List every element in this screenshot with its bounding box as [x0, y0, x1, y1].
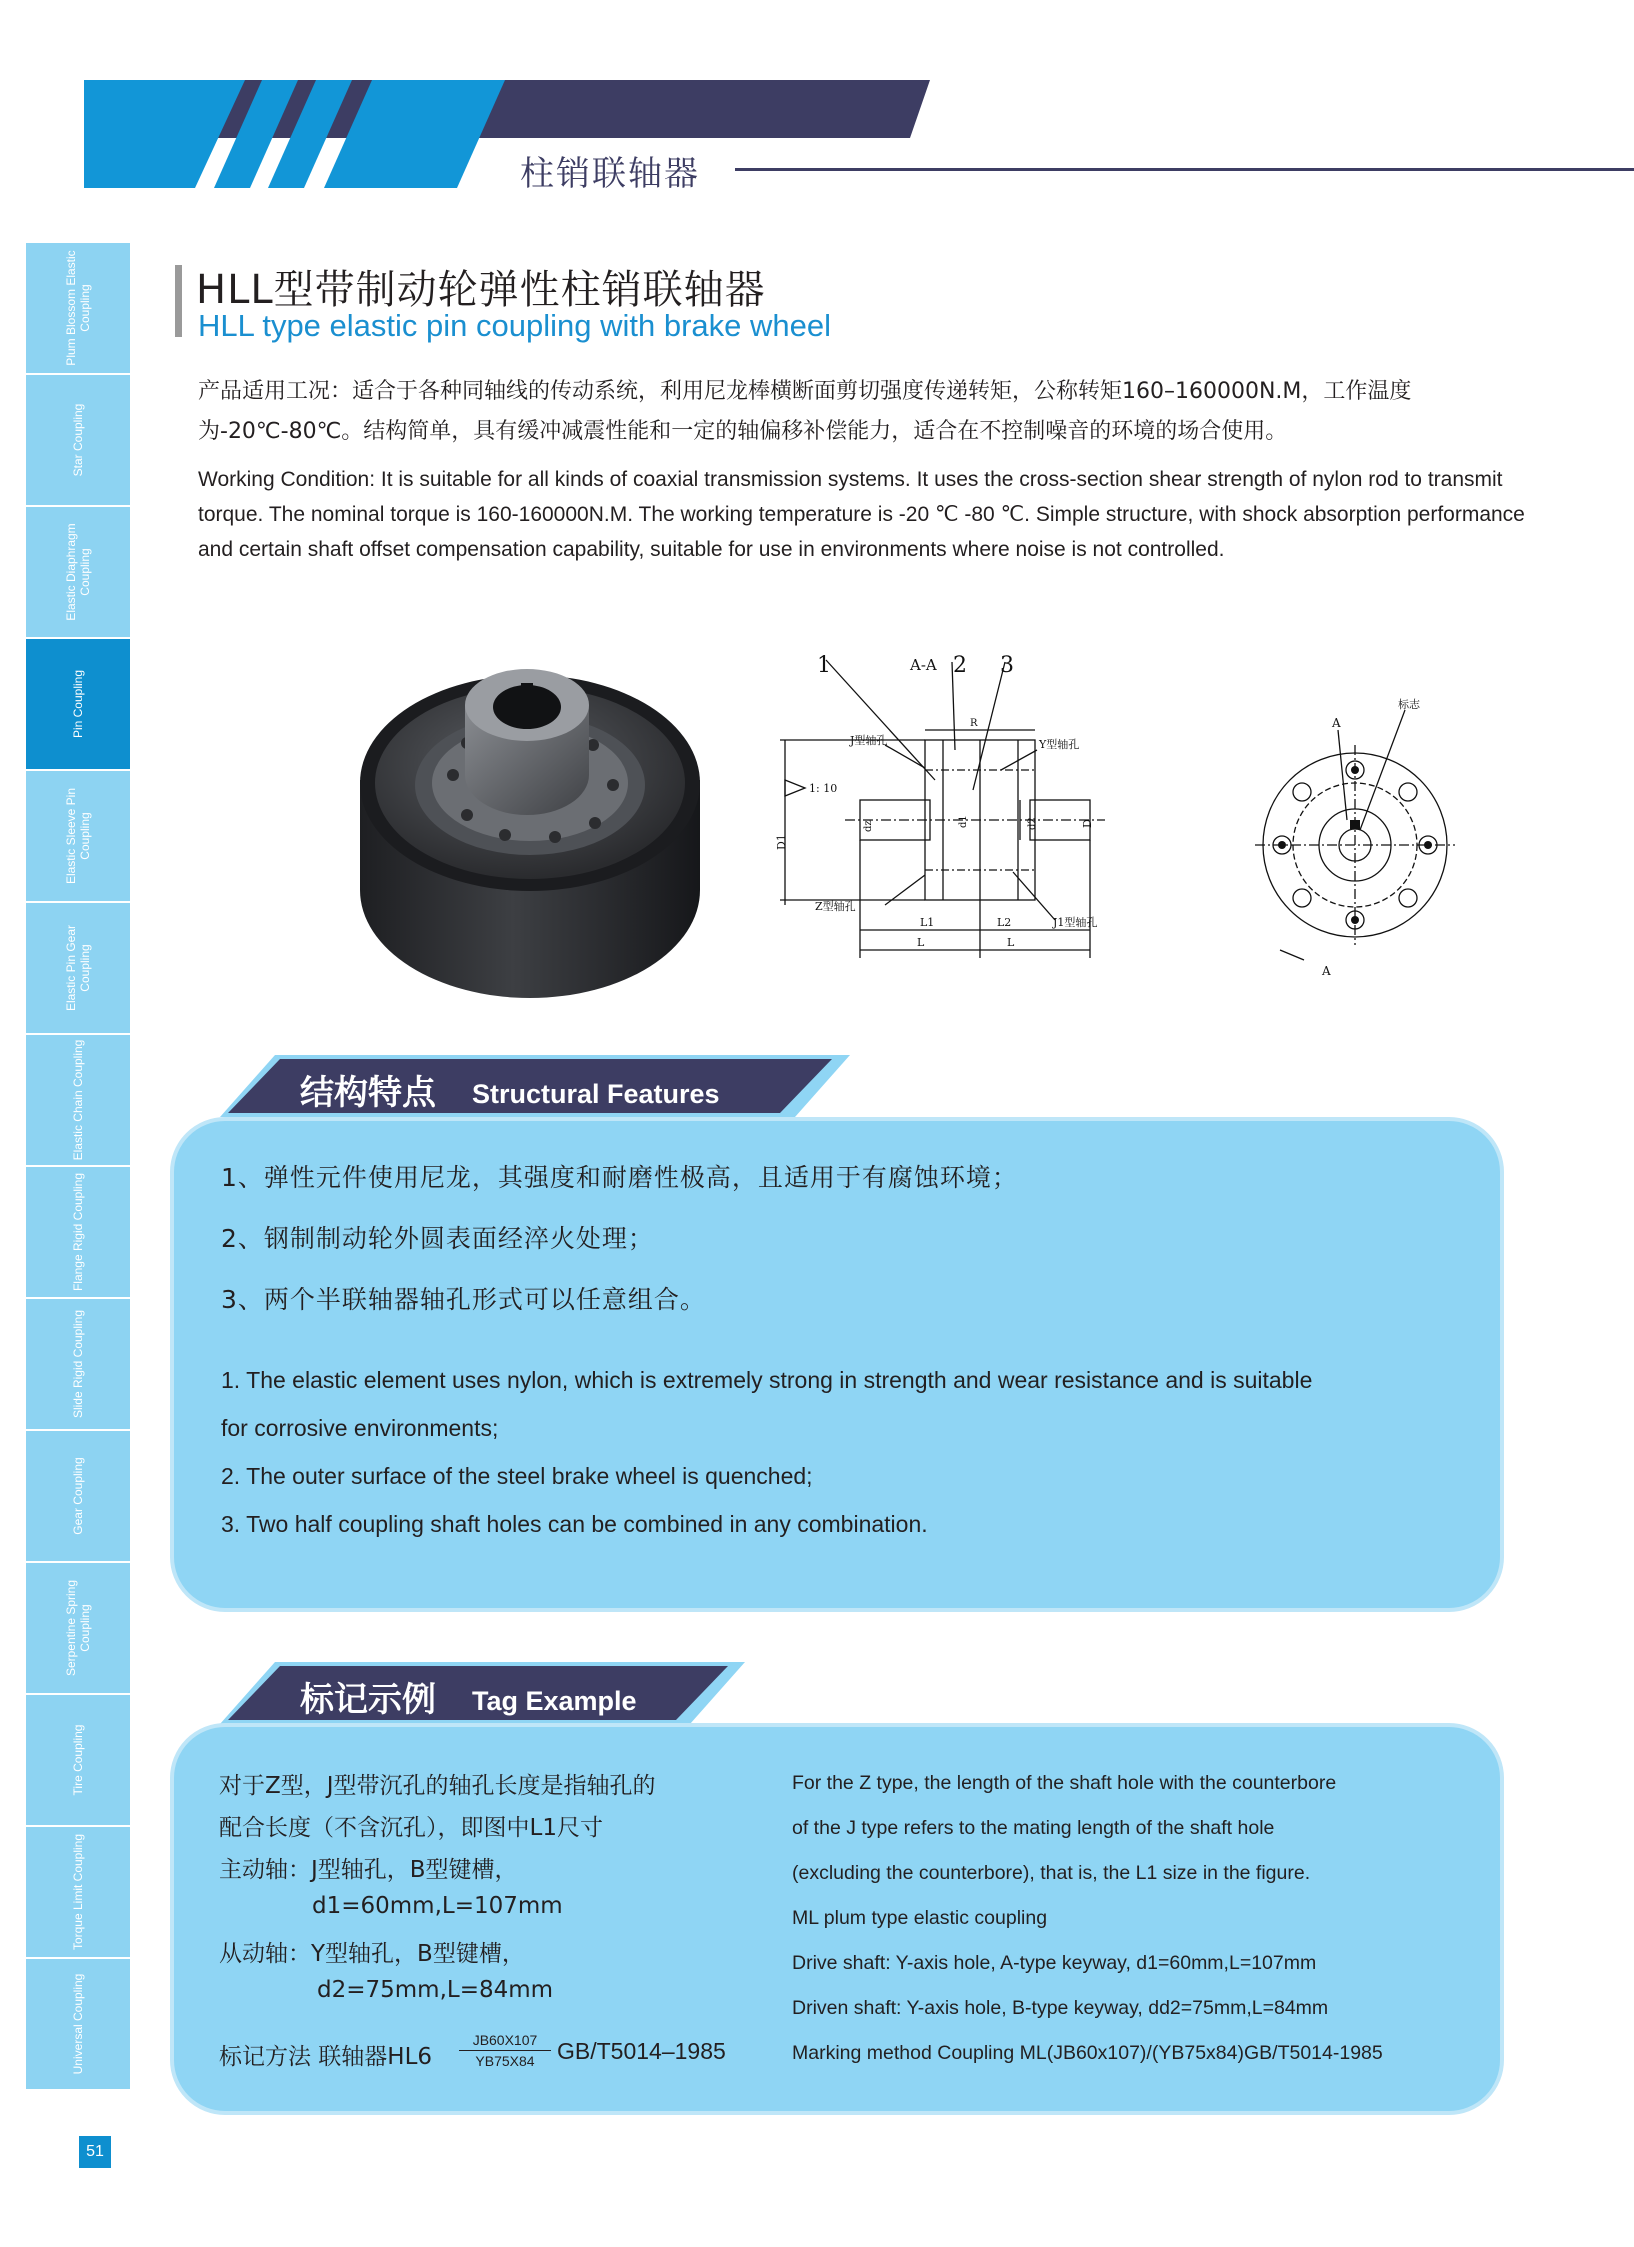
tag-en-line-1: For the Z type, the length of the shaft hole with the counterbore [792, 1772, 1337, 1794]
tag-mark-numerator: JB60X107 [459, 2032, 551, 2051]
label-section-aa: A-A [910, 656, 937, 674]
tag-cn-line-5: 从动轴：Y型轴孔，B型键槽， [219, 1941, 525, 1967]
feature-item-en-1: 1. The elastic element uses nylon, which is extremely strong in strength and wear resistance and is suitable [221, 1367, 1313, 1393]
label-y-hole: Y型轴孔 [1039, 738, 1080, 751]
tag-cn-line-2: 配合长度（不含沉孔），即图中L1尺寸 [219, 1815, 603, 1841]
label-d-dim: D [1081, 819, 1094, 828]
label-l2: L2 [997, 916, 1012, 929]
tag-en-line-4: ML plum type elastic coupling [792, 1907, 1048, 1929]
sidebar-item-label: Gear Coupling [71, 1457, 85, 1535]
sidebar-item-label: Elastic Chain Coupling [71, 1039, 85, 1161]
sidebar-item-label: Elastic Diaphragm Coupling [64, 523, 92, 621]
heading-accent-bar [175, 265, 182, 337]
tag-example-title-en: Tag Example [472, 1686, 637, 1716]
tag-mark-fraction [459, 2032, 551, 2069]
label-z-hole: Z型轴孔 [815, 900, 856, 913]
sidebar-item-elastic-chain[interactable] [26, 1035, 130, 1165]
feature-item-cn-2: 2、钢制制动轮外圆表面经淬火处理； [221, 1224, 654, 1253]
features-title-cn: 结构特点 [300, 1073, 436, 1113]
description-cn: 产品适用工况：适合于各种同轴线的传动系统，利用尼龙棒横断面剪切强度传递转矩，公称转矩160–160000N.M，工作温度为-20℃-80℃。结构简单，具有缓冲减震性能和一定的轴偏移补偿能力，适合在不控制噪音的环境的场合使用。 [198, 379, 1412, 444]
label-j-hole: J型轴孔 [850, 734, 888, 747]
sidebar-item-star[interactable] [26, 375, 130, 505]
features-header [220, 1055, 850, 1117]
sidebar-item-label: Flange Rigid Coupling [71, 1172, 85, 1292]
tag-cn-line-1: 对于Z型，J型带沉孔的轴孔长度是指轴孔的 [219, 1773, 656, 1799]
sidebar-item-label: Plum Blossom Elastic Coupling [64, 250, 92, 366]
sidebar-item-universal[interactable] [26, 1959, 130, 2089]
sidebar-item-label: Pin Coupling [71, 669, 85, 739]
tag-cn-line-4: d1=60mm,L=107mm [312, 1893, 563, 1919]
feature-item-en-1-cont: for corrosive environments; [221, 1415, 499, 1441]
label-taper: 1: 10 [809, 782, 838, 795]
tag-example-header [220, 1662, 745, 1724]
label-d2: d2 [1027, 817, 1038, 830]
label-l1: L1 [920, 916, 935, 929]
sidebar-item-label: Elastic Pin Gear Coupling [64, 924, 92, 1012]
label-l-left: L [917, 936, 925, 949]
tag-en-line-2: of the J type refers to the mating length of the shaft hole [792, 1817, 1275, 1839]
sidebar-item-flange-rigid[interactable] [26, 1167, 130, 1297]
label-a-bottom: A [1322, 964, 1331, 978]
feature-item-cn-3: 3、两个半联轴器轴孔形式可以任意组合。 [221, 1285, 706, 1314]
section-title: 柱销联轴器 [520, 154, 700, 194]
feature-item-en-3: 3. Two half coupling shaft holes can be combined in any combination. [221, 1511, 928, 1537]
sidebar-item-pin-coupling[interactable] [26, 639, 130, 769]
sidebar-item-label: Tire Coupling [71, 1724, 85, 1796]
features-title-en: Structural Features [472, 1079, 720, 1109]
page-number: 51 [79, 2136, 111, 2168]
feature-item-cn-1: 1、弹性元件使用尼龙，其强度和耐磨性极高，且适用于有腐蚀环境； [221, 1163, 1018, 1192]
sidebar-item-elastic-diaphragm[interactable] [26, 507, 130, 637]
title-rule [735, 168, 1634, 171]
product-title-en: HLL type elastic pin coupling with brake wheel [198, 308, 831, 343]
sidebar-item-label: Torque Limit Coupling [71, 1833, 85, 1951]
sidebar-item-gear[interactable] [26, 1431, 130, 1561]
sidebar-item-label: Star Coupling [71, 403, 85, 477]
sidebar-item-elastic-sleeve-pin[interactable] [26, 771, 130, 901]
sidebar-item-elastic-pin-gear[interactable] [26, 903, 130, 1033]
product-title-cn: HLL型带制动轮弹性柱销联轴器 [196, 267, 766, 313]
tag-en-line-6: Driven shaft: Y-axis hole, B-type keyway, dd2=75mm,L=84mm [792, 1997, 1329, 2019]
tag-en-line-3: (excluding the counterbore), that is, the L1 size in the figure. [792, 1862, 1311, 1884]
tag-mark-denominator: YB75X84 [475, 2053, 535, 2069]
callout-2: 2 [953, 653, 967, 678]
label-dz: dz [863, 820, 874, 832]
sidebar-item-label: Slide Rigid Coupling [71, 1309, 85, 1419]
callout-3: 3 [1000, 653, 1014, 678]
sidebar-item-plum-blossom[interactable] [26, 243, 130, 373]
label-l-right: L [1007, 936, 1015, 949]
features-panel [170, 1117, 1504, 1612]
sidebar-item-label: Universal Coupling [71, 1973, 85, 2075]
tag-example-title-cn: 标记示例 [300, 1680, 436, 1720]
tag-cn-line-6: d2=75mm,L=84mm [317, 1977, 554, 2003]
label-mark: 标志 [1398, 698, 1420, 711]
sidebar-item-label: Serpentine Spring Coupling [64, 1579, 92, 1677]
tag-mark-suffix: GB/T5014–1985 [557, 2038, 726, 2064]
section-drawing [775, 640, 1175, 1000]
sidebar-item-label: Elastic Sleeve Pin Coupling [64, 787, 92, 885]
label-d1-dim: D1 [775, 834, 788, 850]
end-view-drawing [1250, 690, 1470, 980]
sidebar-item-torque-limit[interactable] [26, 1827, 130, 1957]
callout-1: 1 [817, 653, 831, 678]
label-j1-hole: J1型轴孔 [1053, 916, 1098, 929]
tag-en-line-7: Marking method Coupling ML(JB60x107)/(YB75x84)GB/T5014-1985 [792, 2042, 1383, 2064]
description-en: Working Condition: It is suitable for all kinds of coaxial transmission systems. It uses the cross-section shear strength of nylon rod to transmit torque. The nominal torque is 160-160000N.M. The working temperature is -20 ℃ -80 ℃. Simple structure, with shock absorption performance and certain shaft offset compensation capability, suitable for use in environments where noise is not controlled. [198, 468, 1525, 561]
product-photo [355, 665, 710, 1000]
label-r: R [970, 718, 978, 729]
tag-mark-prefix: 标记方法 联轴器HL6 [219, 2044, 433, 2070]
label-d1-small: d1 [958, 815, 969, 828]
sidebar-item-serpentine-spring[interactable] [26, 1563, 130, 1693]
tag-cn-line-3: 主动轴：J型轴孔，B型键槽， [219, 1857, 518, 1883]
label-a-top: A [1332, 716, 1341, 730]
tag-en-line-5: Drive shaft: Y-axis hole, A-type keyway, d1=60mm,L=107mm [792, 1952, 1317, 1974]
sidebar-item-slide-rigid[interactable] [26, 1299, 130, 1429]
feature-item-en-2: 2. The outer surface of the steel brake wheel is quenched; [221, 1463, 813, 1489]
sidebar-item-tire[interactable] [26, 1695, 130, 1825]
tag-example-panel [170, 1723, 1504, 2115]
sidebar [26, 243, 130, 2091]
